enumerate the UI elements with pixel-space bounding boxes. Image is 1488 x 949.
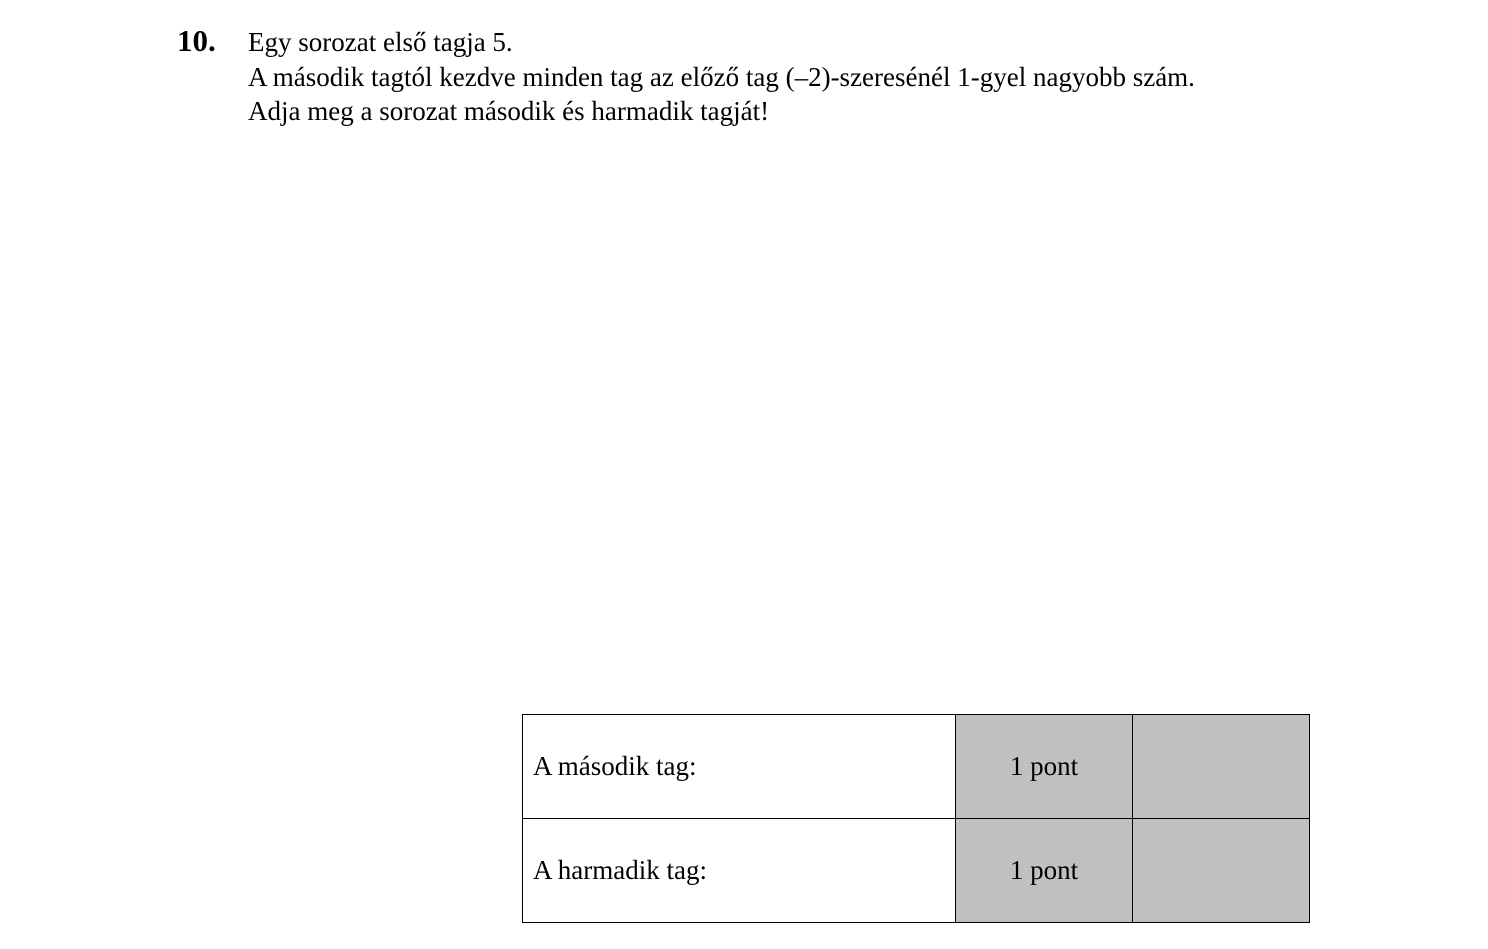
score-box: [1133, 819, 1310, 923]
points-label: 1 pont: [956, 819, 1133, 923]
problem-number: 10.: [177, 23, 216, 58]
score-box: [1133, 715, 1310, 819]
points-label: 1 pont: [956, 715, 1133, 819]
answer-table: [522, 714, 1310, 923]
answer-row-third-term: [523, 819, 1310, 923]
problem-line-first-term: Egy sorozat első tagja 5.: [248, 27, 513, 57]
answer-row-second-term: [523, 715, 1310, 819]
answer-field-second-term[interactable]: A második tag:: [523, 715, 956, 819]
problem-line-recurrence: A második tagtól kezdve minden tag az előző tag (–2)-szeresénél 1-gyel nagyobb szám.: [248, 61, 1195, 92]
answer-field-third-term[interactable]: A harmadik tag:: [523, 819, 956, 923]
problem-line-task: Adja meg a sorozat második és harmadik tagját!: [248, 96, 770, 126]
problem-statement: [248, 25, 1195, 129]
